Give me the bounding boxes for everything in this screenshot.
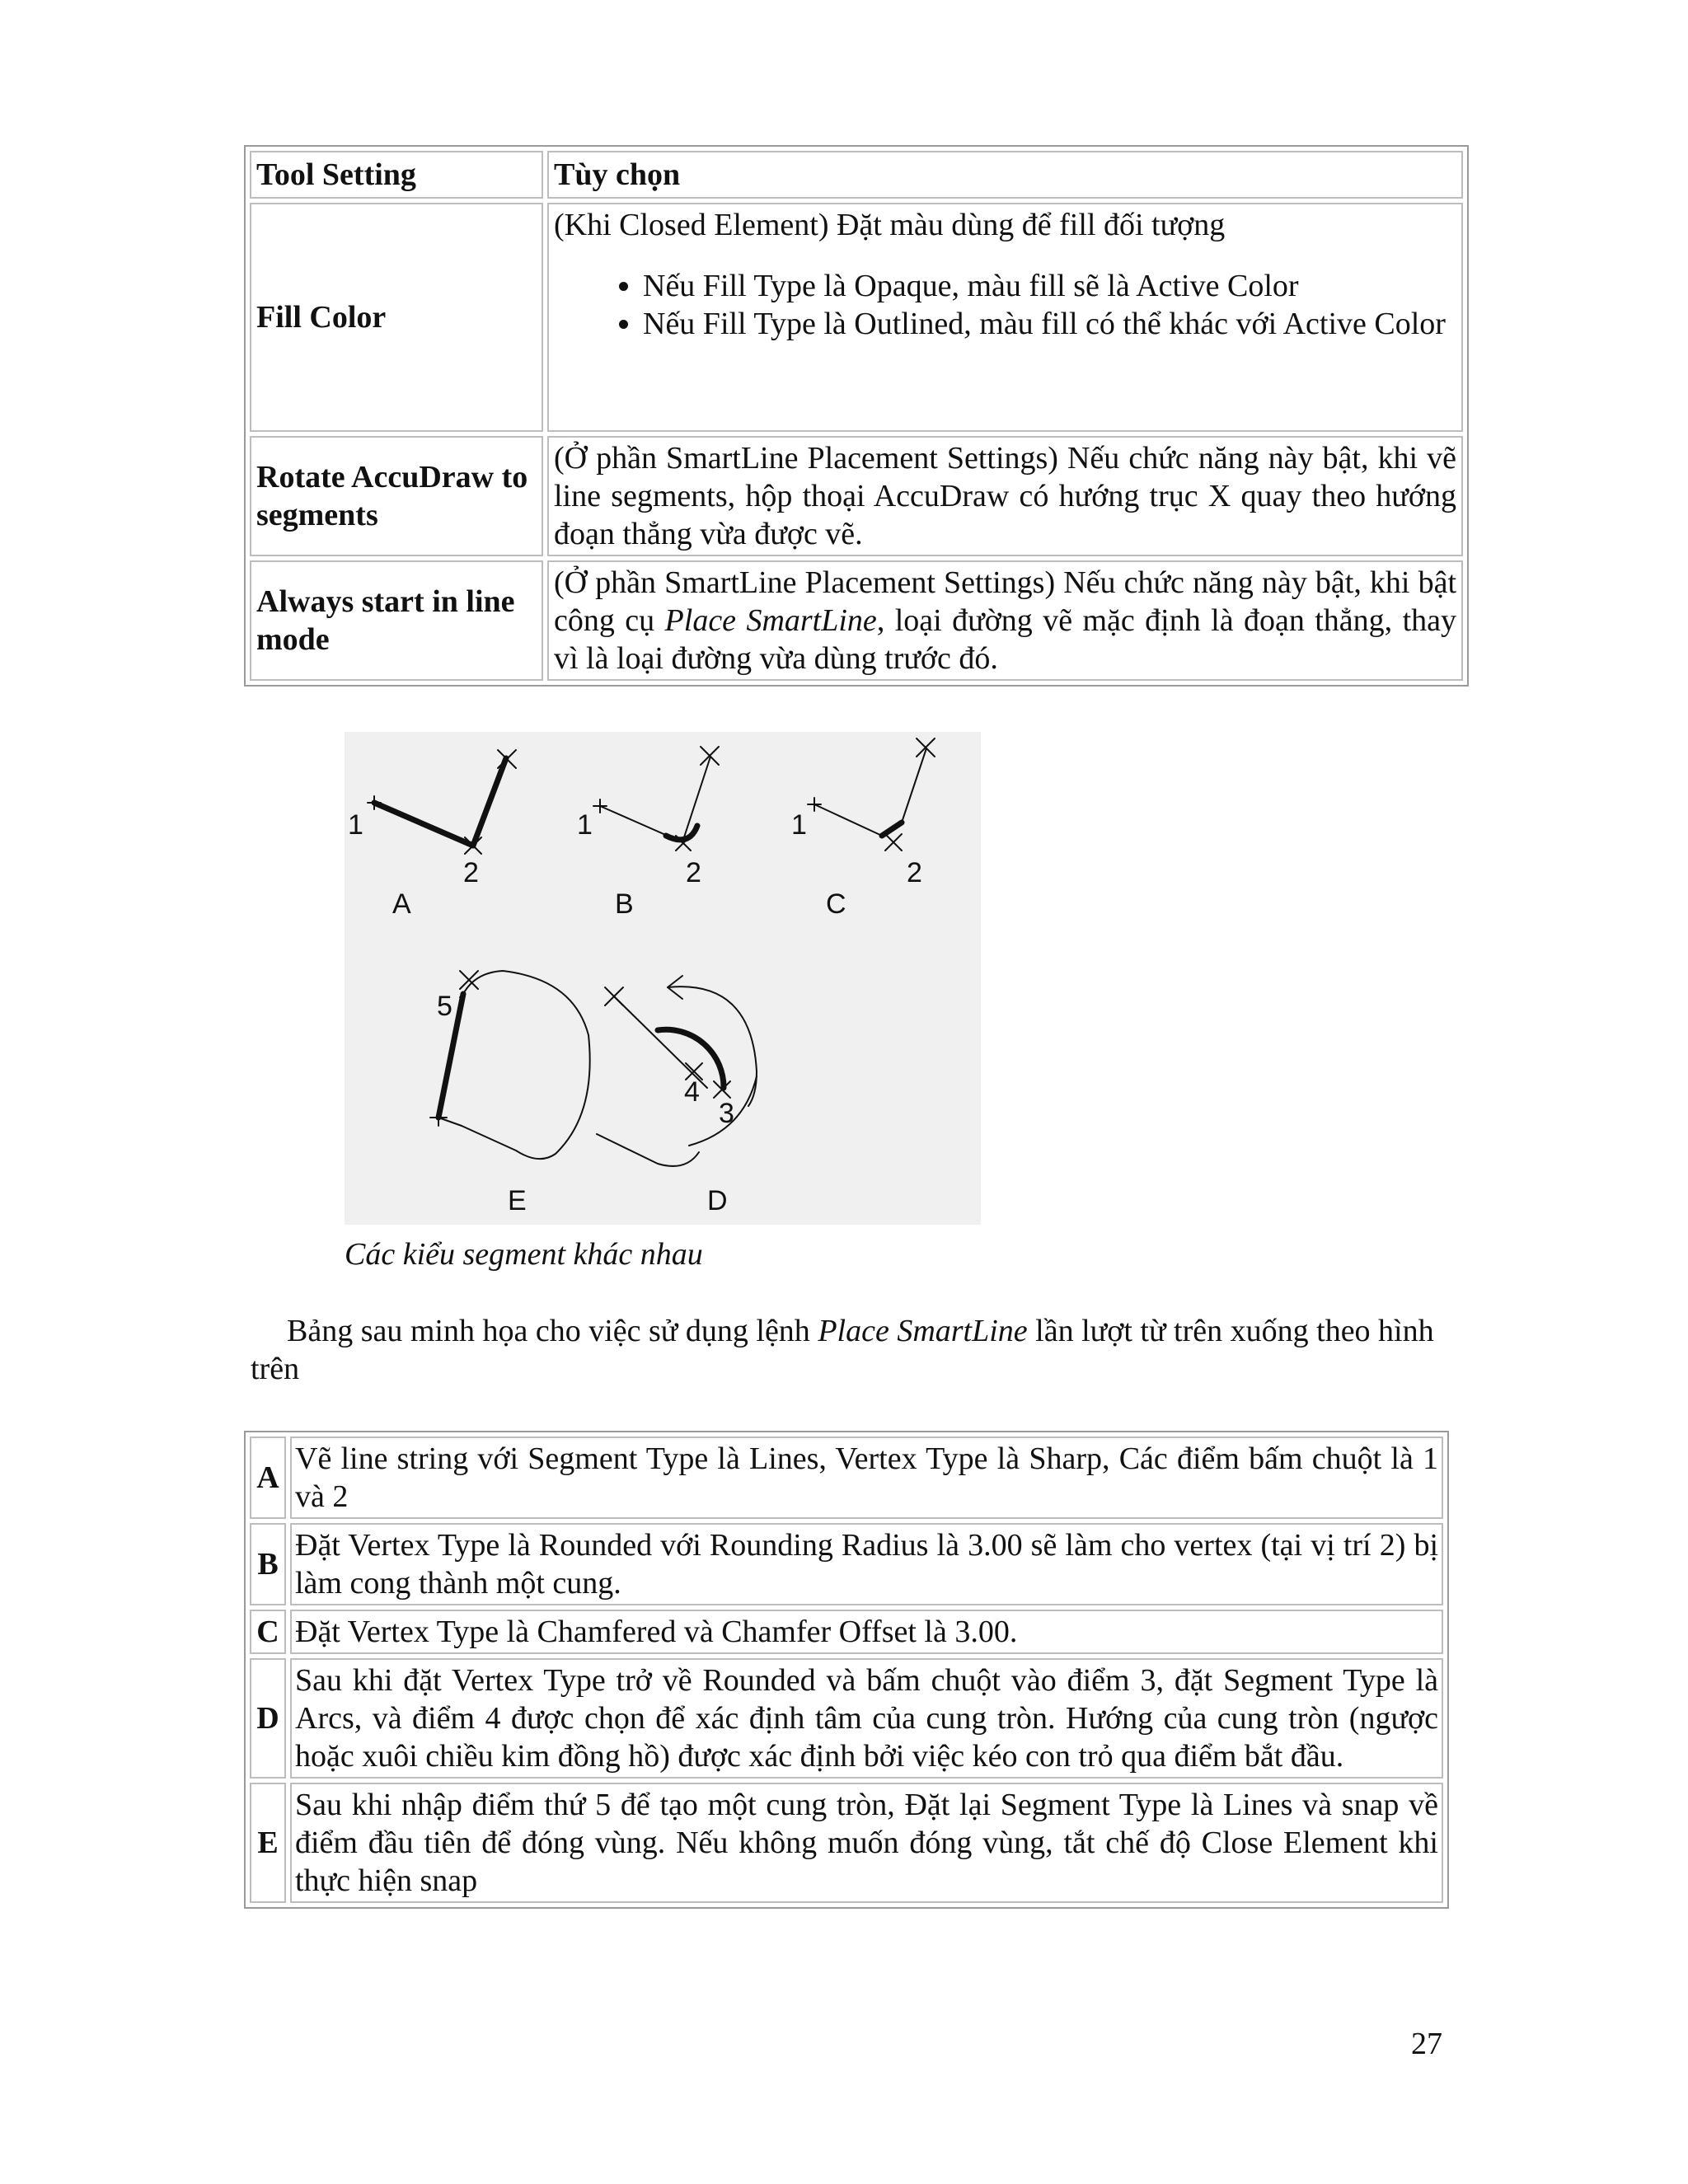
row-key: E [250,1783,286,1903]
row-key: Always start in line mode [250,560,543,681]
diagram-label-a: A [392,888,411,920]
table-row [250,1610,1443,1654]
diagram-c [791,738,935,920]
row-text: (Ở phần SmartLine Placement Settings) Nếu chức năng này bật, khi bật công cụ [554,565,1456,638]
diagram-a [348,750,516,920]
point-label: 5 [437,991,452,1022]
row-value: Sau khi đặt Vertex Type trở về Rounded và bấm chuột vào điểm 3, đặt Segment Type là Arcs, và điểm 4 được chọn để xác định tâm của cung tròn. Hướng của cung tròn (ngược hoặc xuôi chiều kim đồng hồ) được xác định bởi việc kéo con trỏ qua điểm bắt đầu. [290,1658,1443,1779]
diagram-label-c: C [826,888,846,920]
tool-name-italic: Place SmartLine [664,603,877,638]
point-label: 3 [719,1098,734,1129]
list-item: • Nếu Fill Type là Outlined, màu fill có thể khác với Active Color [643,305,1456,343]
row-key: B [250,1523,286,1605]
header-option: Tùy chọn [547,151,1463,199]
diagram-label-e: E [508,1185,527,1216]
row-value: Vẽ line string với Segment Type là Lines, Vertex Type là Sharp, Các điểm bấm chuột là 1 và 2 [290,1436,1443,1519]
bullet-list [554,267,1456,343]
row-value: Đặt Vertex Type là Chamfered và Chamfer Offset là 3.00. [290,1610,1443,1654]
diagram-label-d: D [707,1185,728,1216]
row-key: C [250,1610,286,1654]
point-label: 1 [791,809,807,841]
row-key: A [250,1436,286,1519]
point-label: 1 [577,809,593,841]
figure-caption: Các kiểu segment khác nhau [345,1237,703,1272]
row-key: Fill Color [250,203,543,432]
tool-settings-table [244,145,1469,687]
point-label: 2 [907,857,922,888]
row-value: (Ở phần SmartLine Placement Settings) Nếu chức năng này bật, khi vẽ line segments, hộp thoại AccuDraw có hướng trục X quay theo hướng đoạn thẳng vừa được vẽ. [547,436,1463,556]
diagram-label-b: B [615,888,634,920]
segment-types-figure [345,732,981,1225]
table-row [250,560,1463,681]
table-row [250,436,1463,556]
tool-name-italic: Place SmartLine [818,1314,1028,1348]
diagram-d [597,976,757,1216]
point-label: 2 [463,857,479,888]
table-row [250,1783,1443,1903]
row-value [547,560,1463,681]
table-header-row [250,151,1463,199]
page-number: 27 [1411,2027,1442,2061]
point-label: 2 [686,857,701,888]
point-label: 4 [684,1076,700,1108]
row-value: Sau khi nhập điểm thứ 5 để tạo một cung tròn, Đặt lại Segment Type là Lines và snap về điểm đầu tiên để đóng vùng. Nếu không muốn đóng vùng, tắt chế độ Close Element khi thực hiện snap [290,1783,1443,1903]
body-paragraph [251,1312,1447,1388]
row-text: , loại đường vẽ mặc định là đoạn thẳng, thay vì là loại đường vừa dùng trước đó. [554,603,1456,676]
header-tool-setting: Tool Setting [250,151,543,199]
point-label: 1 [348,809,363,841]
list-item: • Nếu Fill Type là Opaque, màu fill sẽ là Active Color [643,267,1456,305]
row-value: Đặt Vertex Type là Rounded với Rounding Radius là 3.00 sẽ làm cho vertex (tại vị trí 2) bị làm cong thành một cung. [290,1523,1443,1605]
table-row [250,1658,1443,1779]
diagram-b [577,747,719,920]
diagram-e [430,971,590,1216]
paragraph-text: Bảng sau minh họa cho việc sử dụng lệnh [287,1314,818,1348]
row-key: Rotate AccuDraw to segments [250,436,543,556]
row-key: D [250,1658,286,1779]
table-row [250,1436,1443,1519]
row-value [547,203,1463,432]
steps-table [244,1431,1449,1909]
table-row [250,203,1463,432]
fill-color-intro: (Khi Closed Element) Đặt màu dùng để fill đối tượng [554,208,1226,242]
paragraph-text: lần lượt từ trên xuống theo hình trên [251,1314,1434,1386]
table-row [250,1523,1443,1605]
